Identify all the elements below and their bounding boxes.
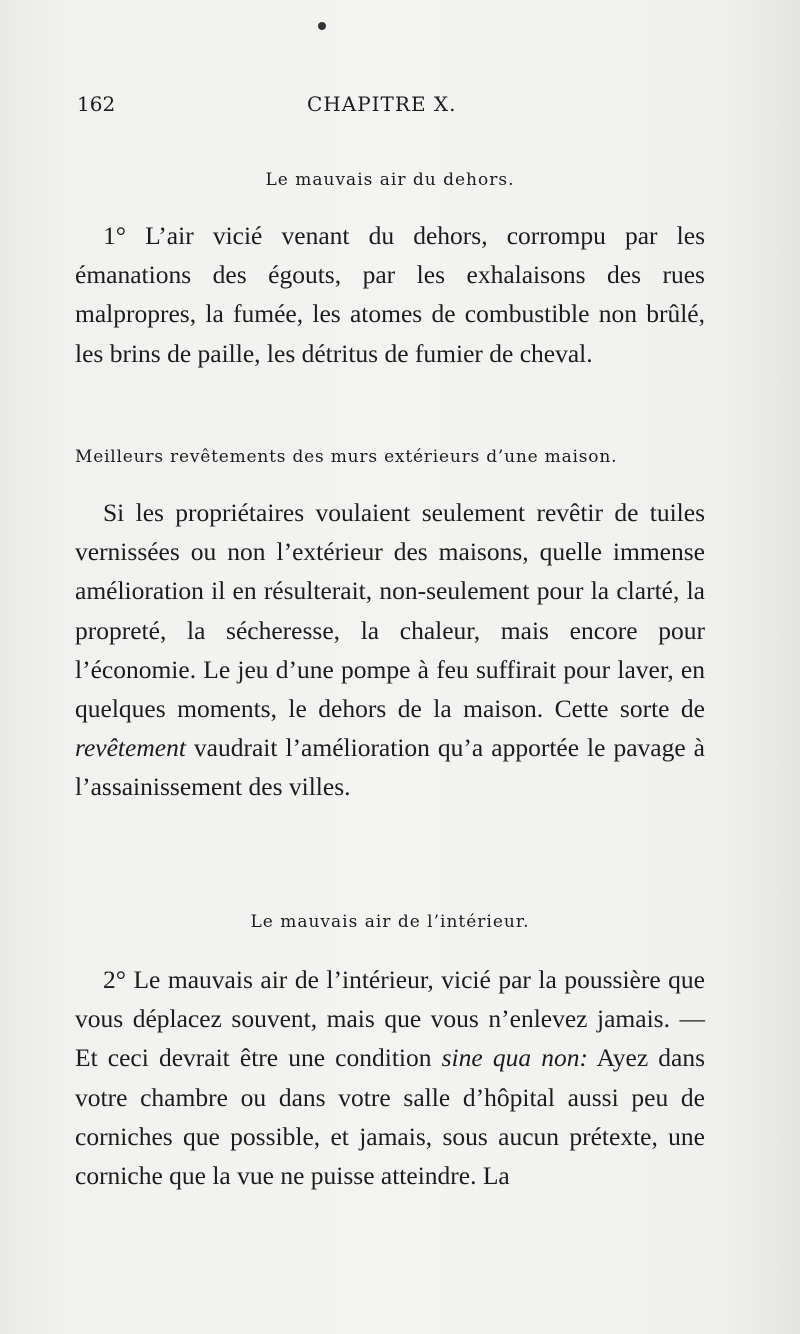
section-heading-inside-air: Le mauvais air de l’intérieur.: [250, 912, 530, 932]
paragraph-text: 1° L’air vicié venant du dehors, corrompu par les émanations des égouts, par les exhalaisons des rues malpropres, la fumée, les atomes de combustible non brûlé, les brins de paille, les détritus de fumier de cheval.: [75, 221, 705, 368]
paragraph-text-part1: Si les propriétaires voulaient seulement revêtir de tuiles vernissées ou non l’extérieur des maisons, quelle immense amélioration il en résulterait, non-seulement pour la clarté, la propreté, la sécheresse, la chaleur, mais encore pour l’économie. Le jeu d’une pompe à feu suffirait pour laver, en quelques moments, le dehors de la maison. Cette sorte de: [75, 498, 705, 724]
paragraph-text-part2: Ayez dans votre chambre ou dans votre salle d’hôpital aussi peu de corniches que possible, et jamais, sous aucun prétexte, une corniche que la vue ne puisse atteindre. La: [75, 1043, 706, 1191]
page-number: 162: [77, 92, 116, 116]
section-heading-outside-air: Le mauvais air du dehors.: [265, 170, 515, 190]
paragraph-emphasis: sine qua non:: [441, 1043, 588, 1073]
paragraph-emphasis: revêtement: [75, 733, 186, 763]
paragraph-inside-air: [75, 960, 705, 1195]
chapter-title: CHAPITRE X.: [307, 92, 457, 116]
paragraph-outside-air: [75, 216, 705, 373]
running-header: [77, 92, 703, 122]
ink-dot-mark: [318, 22, 326, 30]
section-heading-wall-coverings: Meilleurs revêtements des murs extérieurs d’une maison.: [75, 447, 618, 467]
paragraph-text-part2: vaudrait l’amélioration qu’a apportée le pavage à l’assainissement des villes.: [75, 733, 705, 802]
paragraph-wall-coverings: [75, 493, 705, 807]
paragraph-text-part1: 2° Le mauvais air de l’intérieur, vicié par la poussière que vous déplacez souvent, mais que vous n’enlevez jamais. — Et ceci devrait être une condition: [75, 965, 705, 1073]
